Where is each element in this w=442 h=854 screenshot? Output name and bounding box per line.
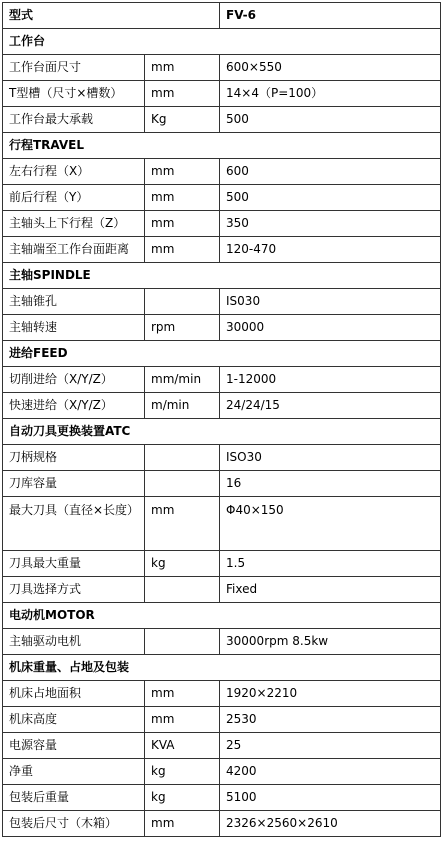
- spec-unit: mm: [145, 811, 220, 837]
- spec-value: Φ40×150: [220, 497, 441, 551]
- spec-table-body: [3, 3, 441, 837]
- spec-name: 主轴头上下行程（Z）: [3, 211, 145, 237]
- table-row: [3, 577, 441, 603]
- spec-value: 1-12000: [220, 367, 441, 393]
- spec-name: 左右行程（X）: [3, 159, 145, 185]
- spec-unit: rpm: [145, 315, 220, 341]
- spec-value: 4200: [220, 759, 441, 785]
- section-row: [3, 655, 441, 681]
- section-row: [3, 263, 441, 289]
- table-row: [3, 811, 441, 837]
- table-row: [3, 393, 441, 419]
- spec-value: 24/24/15: [220, 393, 441, 419]
- spec-unit: [145, 471, 220, 497]
- spec-value: 2326×2560×2610: [220, 811, 441, 837]
- table-row: [3, 159, 441, 185]
- spec-value: 350: [220, 211, 441, 237]
- table-row: [3, 445, 441, 471]
- header-row: [3, 3, 441, 29]
- table-row: [3, 785, 441, 811]
- spec-unit: kg: [145, 759, 220, 785]
- spec-name: 前后行程（Y）: [3, 185, 145, 211]
- section-row: [3, 603, 441, 629]
- table-row: [3, 551, 441, 577]
- section-title: 机床重量、占地及包装: [3, 655, 441, 681]
- spec-name: 机床高度: [3, 707, 145, 733]
- spec-name: 刀库容量: [3, 471, 145, 497]
- section-title: 主轴SPINDLE: [3, 263, 441, 289]
- spec-value: 30000: [220, 315, 441, 341]
- spec-unit: mm: [145, 159, 220, 185]
- section-row: [3, 419, 441, 445]
- spec-value: 14×4（P=100）: [220, 81, 441, 107]
- spec-name: 快速进给（X/Y/Z）: [3, 393, 145, 419]
- spec-unit: mm: [145, 185, 220, 211]
- spec-unit: [145, 445, 220, 471]
- spec-value: 600: [220, 159, 441, 185]
- spec-unit: KVA: [145, 733, 220, 759]
- spec-unit: mm/min: [145, 367, 220, 393]
- spec-name: 机床占地面积: [3, 681, 145, 707]
- table-row: [3, 237, 441, 263]
- spec-value: 600×550: [220, 55, 441, 81]
- spec-value: 1.5: [220, 551, 441, 577]
- spec-name: 包装后重量: [3, 785, 145, 811]
- spec-name: 工作台最大承载: [3, 107, 145, 133]
- spec-unit: kg: [145, 551, 220, 577]
- spec-unit: mm: [145, 211, 220, 237]
- spec-name: 主轴转速: [3, 315, 145, 341]
- spec-unit: [145, 577, 220, 603]
- spec-value: 2530: [220, 707, 441, 733]
- spec-unit: m/min: [145, 393, 220, 419]
- table-row: [3, 211, 441, 237]
- spec-name: 工作台面尺寸: [3, 55, 145, 81]
- model-value: FV-6: [220, 3, 441, 29]
- spec-unit: Kg: [145, 107, 220, 133]
- spec-name: 主轴端至工作台面距离: [3, 237, 145, 263]
- table-row: [3, 55, 441, 81]
- spec-value: 500: [220, 107, 441, 133]
- spec-value: Fixed: [220, 577, 441, 603]
- spec-unit: mm: [145, 237, 220, 263]
- table-row: [3, 471, 441, 497]
- section-title: 进给FEED: [3, 341, 441, 367]
- table-row: [3, 185, 441, 211]
- spec-value: ISO30: [220, 445, 441, 471]
- table-row: [3, 289, 441, 315]
- spec-name: 刀具选择方式: [3, 577, 145, 603]
- table-row: [3, 629, 441, 655]
- spec-unit: mm: [145, 81, 220, 107]
- spec-name: 最大刀具（直径×长度）: [3, 497, 145, 551]
- table-row: [3, 367, 441, 393]
- section-title: 行程TRAVEL: [3, 133, 441, 159]
- section-row: [3, 133, 441, 159]
- spec-table: [2, 2, 441, 837]
- spec-unit: kg: [145, 785, 220, 811]
- spec-unit: mm: [145, 55, 220, 81]
- spec-value: 25: [220, 733, 441, 759]
- spec-value: IS030: [220, 289, 441, 315]
- spec-name: 电源容量: [3, 733, 145, 759]
- table-row: [3, 759, 441, 785]
- table-row: [3, 681, 441, 707]
- spec-name: 切削进给（X/Y/Z）: [3, 367, 145, 393]
- spec-name: 刀柄规格: [3, 445, 145, 471]
- spec-value: 120-470: [220, 237, 441, 263]
- spec-name: 包装后尺寸（木箱）: [3, 811, 145, 837]
- table-row: [3, 497, 441, 551]
- spec-unit: mm: [145, 681, 220, 707]
- spec-name: 主轴驱动电机: [3, 629, 145, 655]
- section-row: [3, 341, 441, 367]
- spec-unit: [145, 629, 220, 655]
- table-row: [3, 315, 441, 341]
- section-row: [3, 29, 441, 55]
- model-label: 型式: [3, 3, 220, 29]
- spec-value: 500: [220, 185, 441, 211]
- table-row: [3, 707, 441, 733]
- section-title: 工作台: [3, 29, 441, 55]
- spec-unit: [145, 289, 220, 315]
- spec-value: 5100: [220, 785, 441, 811]
- spec-value: 30000rpm 8.5kw: [220, 629, 441, 655]
- table-row: [3, 733, 441, 759]
- section-title: 自动刀具更换装置ATC: [3, 419, 441, 445]
- spec-value: 16: [220, 471, 441, 497]
- spec-name: 主轴锥孔: [3, 289, 145, 315]
- spec-name: 净重: [3, 759, 145, 785]
- spec-name: 刀具最大重量: [3, 551, 145, 577]
- spec-unit: mm: [145, 497, 220, 551]
- spec-name: T型槽（尺寸×槽数）: [3, 81, 145, 107]
- spec-value: 1920×2210: [220, 681, 441, 707]
- spec-unit: mm: [145, 707, 220, 733]
- table-row: [3, 81, 441, 107]
- table-row: [3, 107, 441, 133]
- section-title: 电动机MOTOR: [3, 603, 441, 629]
